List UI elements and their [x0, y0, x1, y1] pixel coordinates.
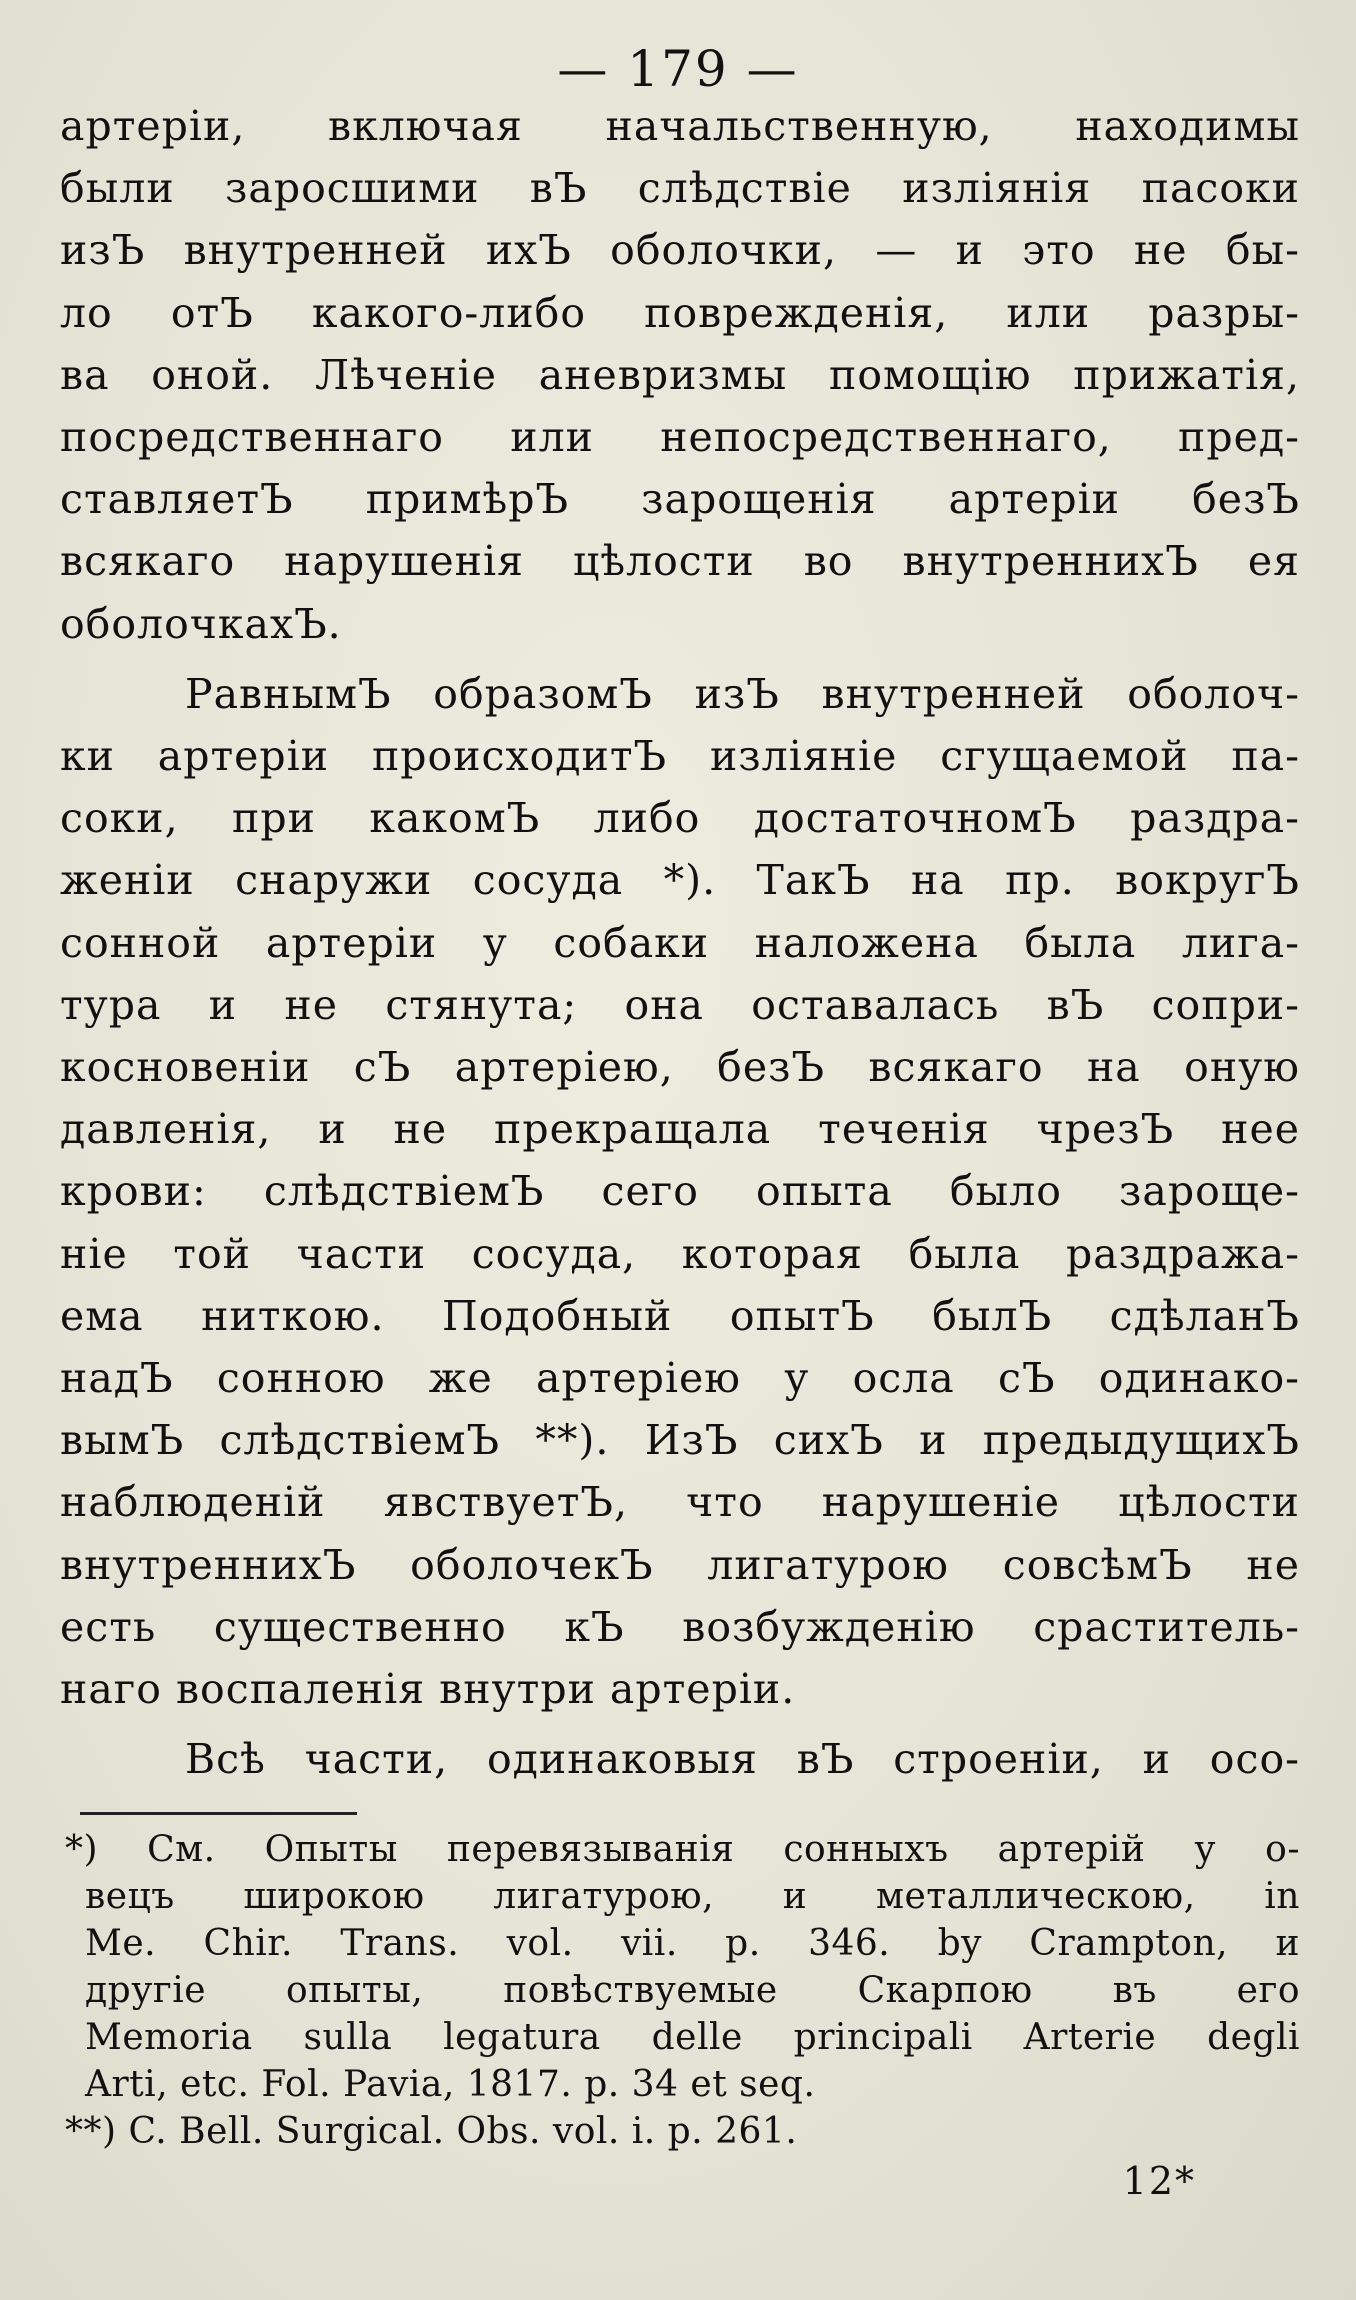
text-line: посредственнаго или непосредственнаго, пред-: [60, 413, 1300, 461]
text-line: сонной артеріи у собаки наложена была лига-: [60, 918, 1300, 967]
text-line: ніе той части сосуда, которая была раздража-: [60, 1229, 1300, 1278]
text-line: изЪ внутренней ихЪ оболочки, — и это не бы-: [60, 226, 1300, 275]
text-line: ки артеріи происходитЪ изліяніе сгущаемой па-: [60, 732, 1300, 780]
text-line: есть существенно кЪ возбужденію сраститель-: [60, 1602, 1300, 1651]
signature-mark: 12*: [1122, 2159, 1196, 2204]
text-line: наблюденій явствуетЪ, что нарушеніе цѣлости: [60, 1478, 1300, 1527]
footnote-line: **) C. Bell. Surgical. Obs. vol. i. p. 261.: [65, 2111, 798, 2153]
text-line: ставляетЪ примѣрЪ зарощенія артеріи безЪ: [60, 475, 1300, 524]
text-line: тура и не стянута; она оставалась вЪ сопри-: [60, 980, 1300, 1029]
text-line: ва оной. Лѣченіе аневризмы помощію прижатія,: [60, 350, 1300, 399]
page-number: — 179 —: [557, 40, 799, 98]
text-line: ема ниткою. Подобный опытЪ былЪ сдѣланЪ: [60, 1291, 1300, 1340]
text-line: надЪ сонною же артеріею у осла сЪ одинако-: [60, 1354, 1300, 1402]
text-line: всякаго нарушенія цѣлости во внутреннихЪ ея: [60, 537, 1300, 586]
footnote-line: Me. Chir. Trans. vol. vii. p. 346. by Crampton, и: [85, 1923, 1300, 1965]
text-line: оболочкахЪ.: [60, 599, 342, 648]
text-line: Всѣ части, одинаковыя вЪ строеніи, и осо-: [185, 1735, 1300, 1784]
text-line: внутреннихЪ оболочекЪ лигатурою совсѣмЪ не: [60, 1540, 1300, 1589]
footnote-divider: [80, 1812, 357, 1815]
text-line: крови: слѣдствіемЪ сего опыта было зарощe-: [60, 1167, 1300, 1216]
text-line: вымЪ слѣдствіемЪ **). ИзЪ сихЪ и предыдущихЪ: [60, 1416, 1300, 1465]
text-line: артеріи, включая начальственную, находимы: [60, 102, 1300, 150]
text-line: косновеніи сЪ артеріею, безЪ всякаго на оную: [60, 1043, 1300, 1091]
footnote-line: Memoria sulla legatura delle principali Arterie degli: [85, 2017, 1300, 2059]
text-line: женіи снаружи сосуда *). ТакЪ на пр. вокругЪ: [60, 856, 1300, 905]
text-line: ло отЪ какого-либо поврежденія, или разры-: [60, 288, 1300, 337]
text-line: были заросшими вЪ слѣдствіе изліянія пасоки: [60, 164, 1300, 213]
footnote-line: *) См. Опыты перевязыванія сонныхъ артерій у о-: [65, 1829, 1300, 1871]
footnote-line: другіе опыты, повѣствуемые Скарпою въ его: [85, 1970, 1300, 2012]
text-line: РавнымЪ образомЪ изЪ внутренней оболоч-: [185, 669, 1300, 718]
text-line: наго воспаленія внутри артеріи.: [60, 1665, 796, 1713]
footnote-line: вецъ широкою лигатурою, и металлическою, in: [85, 1876, 1300, 1918]
footnote-line: Arti, etc. Fol. Pavia, 1817. p. 34 et seq.: [85, 2064, 816, 2106]
text-line: давленія, и не прекращала теченія чрезЪ нее: [60, 1105, 1300, 1154]
text-line: соки, при какомЪ либо достаточномЪ раздра-: [60, 794, 1300, 843]
